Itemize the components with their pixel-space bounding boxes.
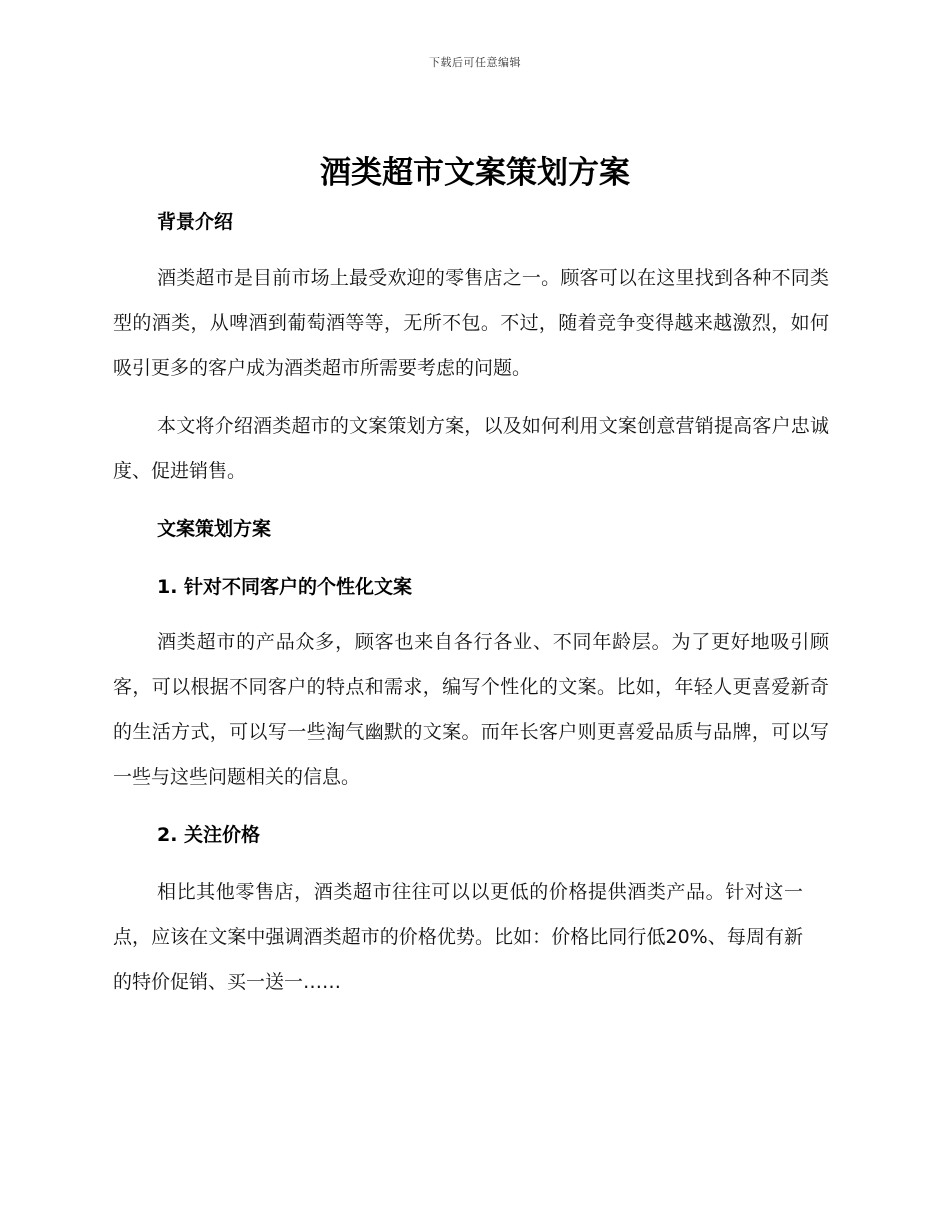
paragraph-background-2: 本文将介绍酒类超市的文案策划方案，以及如何利用文案创意营销提高客户忠诚度、促进销售。 bbox=[113, 415, 829, 482]
subheading-personalized-copy: 1. 针对不同客户的个性化文案 bbox=[157, 576, 413, 598]
document-title: 酒类超市文案策划方案 bbox=[320, 155, 630, 191]
section-heading-plan: 文案策划方案 bbox=[157, 518, 272, 540]
paragraph-personalized-copy: 酒类超市的产品众多，顾客也来自各行各业、不同年龄层。为了更好地吸引顾客，可以根据不同客户的特点和需求，编写个性化的文案。比如，年轻人更喜爱新奇的生活方式，可以写一些淘气幽默的文案。而年长客户则更喜爱品质与品牌，可以写一些与这些问题相关的信息。 bbox=[113, 631, 829, 788]
subheading-price-focus: 2. 关注价格 bbox=[157, 824, 261, 846]
paragraph-background-1: 酒类超市是目前市场上最受欢迎的零售店之一。顾客可以在这里找到各种不同类型的酒类，从啤酒到葡萄酒等等，无所不包。不过，随着竞争变得越来越激烈，如何吸引更多的客户成为酒类超市所需要考虑的问题。 bbox=[113, 267, 829, 379]
section-heading-background: 背景介绍 bbox=[157, 211, 234, 233]
paragraph-price-focus: 相比其他零售店，酒类超市往往可以以更低的价格提供酒类产品。针对这一点，应该在文案中强调酒类超市的价格优势。比如：价格比同行低20%、每周有新的特价促销、买一送一…… bbox=[113, 881, 803, 993]
header-note: 下载后可任意编辑 bbox=[429, 56, 521, 69]
